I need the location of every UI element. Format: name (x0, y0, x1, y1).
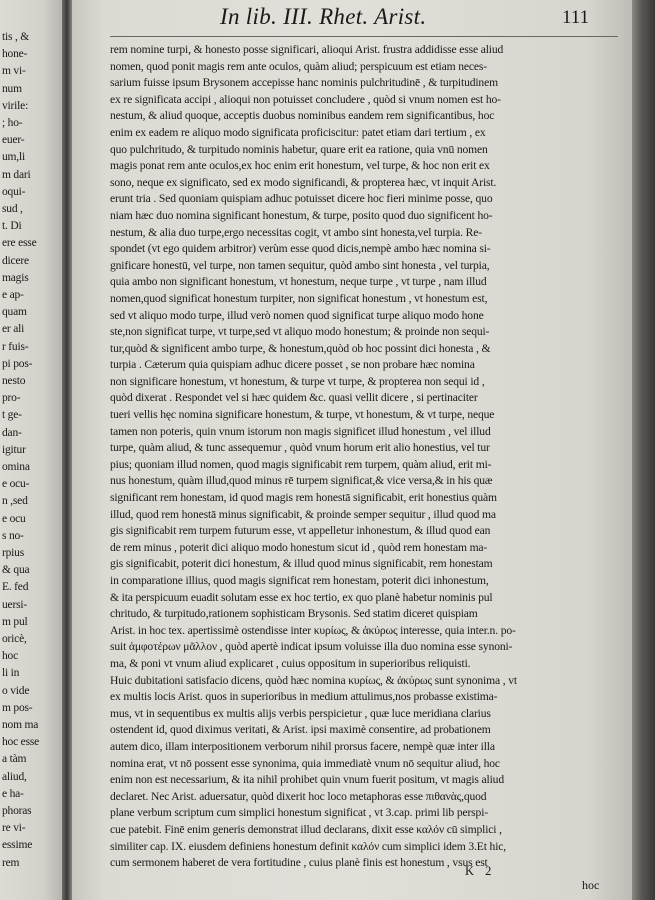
facing-page-line: e ocu (2, 512, 26, 525)
page-footer (72, 862, 632, 900)
text-line: in comparatione illius, quod magis significat rem honestam, poterit dici inhonestum, (110, 574, 489, 587)
text-line: ste,non significat turpe, vt turpe,sed vt aliquo modo honestum; & proinde non sequi- (110, 325, 490, 339)
facing-page-line: euer- (2, 134, 25, 147)
text-line: mus, vt in sequentibus ex multis alijs verbis perspicietur , quæ luce meridiana clarius (110, 706, 491, 720)
text-line: quia ambo non significant honestum, vt honestum, neque turpe , vt turpe , nam illud (110, 275, 487, 289)
text-line: gis significabit rem turpem futurum esse, vt appelletur inhonestum, & illud quod ean (110, 524, 491, 538)
facing-page-line: magis (2, 271, 29, 284)
text-line: nomen,quod significat honestum turpiter, non significat honestum , vt honestum est, (110, 291, 488, 305)
facing-page-line: quam (2, 306, 27, 319)
text-line: autem dico, illam interpositionem verborum nihil prorsus facere, nempè quæ inter illa (110, 739, 495, 753)
signature-mark: K 2 (465, 864, 496, 878)
facing-page-line: e ocu- (2, 478, 30, 491)
text-line: suit ἀμφοτέρων μᾶλλον , quòd apertè indicat ipsum voluisse illa duo nomina esse synoni- (110, 640, 513, 654)
facing-page-line: n ,sed (2, 495, 28, 508)
facing-page-line: tis , & (2, 31, 30, 43)
facing-page-line: r fuis- (2, 340, 29, 353)
facing-page-line: a tàm (2, 753, 27, 766)
text-line: niam hæc duo nomina significant honestum, & turpe, posito quod duo significent ho- (110, 208, 493, 222)
text-line: turpia . Cæterum quia quispiam adhuc dicere posset , se non probare hæc nomina (110, 358, 475, 372)
facing-page-line: omina (2, 461, 30, 473)
facing-page-line: er ali (2, 323, 25, 336)
facing-page-line: dicere (2, 254, 29, 267)
text-line: significant rem honestam, id quod magis rem honestā significabit, erit honestius quàm (110, 491, 497, 505)
facing-page-line: hoc esse (2, 736, 40, 749)
text-line: gis significabit, poterit dici honestum, & illud quod minus significabit, rem honestam (110, 557, 493, 571)
facing-page-line: m vi- (2, 65, 26, 78)
facing-page-line: aliud, (2, 770, 27, 783)
text-line: pius; quoniam illud nomen, quod magis significabit rem turpem, quàm aliud, erit mi- (110, 457, 492, 471)
facing-page-line: m pos- (2, 701, 33, 714)
text-line: quòd dixerat . Respondet vel si hæc quidem &c. quasi vellit dicere , si pertinaciter (110, 391, 478, 405)
facing-page-line: phoras (2, 805, 32, 817)
text-line: magis ponat rem ante oculos,ex hoc enim erit honestum, vel turpe, & hoc non erit ex (110, 159, 490, 173)
facing-page-line: o vide (2, 684, 30, 697)
facing-page-line: uersi- (2, 598, 27, 611)
facing-page-line: sud , (2, 203, 23, 215)
text-line: ex multis locis Arist. quos in superioribus in medium attulimus,nos probasse existima- (110, 690, 498, 704)
text-line: similiter cap. IX. eiusdem definiens honestum definit καλόν cum simplici idem 3.Et hic, (110, 839, 507, 853)
text-line: rem nomine turpi, & honesto posse significari, alioqui Arist. frustra addidisse esse aliud (110, 43, 504, 56)
book-page (72, 0, 632, 900)
text-line: tur,quòd & significent ambo turpe, & honestum,quòd ob hoc possint dici honesta , & (110, 341, 491, 355)
page-number: 111 (562, 7, 590, 28)
facing-page-line: nesto (2, 375, 26, 387)
facing-page-line: dan- (2, 426, 22, 439)
text-line: tueri vellis hęc nomina significare honestum, & turpe, vt honestum, & vt turpe, neque (110, 408, 495, 422)
text-line: gnificare honestū, vel turpe, non tamen sequitur, quòd ambo sint honesta , vel turpia, (110, 258, 490, 272)
text-line: nus honestum, quàm illud,quod minus rē turpem significat,& vice versa,& in his quæ (110, 474, 493, 488)
text-line: & ita perspicuum euadit solutam esse ex hoc tertio, ex quo planè habetur nominis pul (110, 590, 493, 604)
facing-page-line: ; ho- (2, 117, 23, 129)
facing-page-line: re vi- (2, 822, 26, 835)
facing-page-line: um,li (2, 151, 25, 164)
text-line: non significare honestum, vt honestum, & turpe vt turpe, & propterea non sequi id , (110, 374, 485, 388)
text-line: cue patebit. Finē enim generis demonstrat illud declarans, dixit esse καλόν cū simplici , (110, 822, 502, 836)
facing-page-line: hone- (2, 48, 28, 61)
facing-page-line: e ap- (2, 289, 24, 301)
facing-page-line: hoc (2, 650, 19, 663)
text-line: ostendent id, quod diximus veritati, & Arist. ipsi maximè consentire, ad probationem (110, 723, 491, 737)
text-line: turpe, quàm aliud, & tunc assequemur , quòd vnum horum erit alio honestius, vel tur (110, 441, 490, 455)
facing-page-line: li in (2, 667, 20, 680)
text-line: sono, neque ex significato, sed ex modo significandi, & propterea hæc, vt inquit Arist. (110, 175, 497, 189)
facing-page-line: m dari (2, 168, 31, 181)
text-line: nomen, quod ponit magis rem ante oculos, quàm aliud; perspicuum est etiam neces- (110, 59, 487, 73)
catchword: hoc (582, 878, 600, 892)
running-title: In lib. III. Rhet. Arist. (220, 4, 427, 29)
facing-page-line: essime (2, 839, 33, 852)
body-text (110, 42, 620, 872)
book-gutter (62, 0, 72, 900)
text-line: plane verbum scriptum cum simplici honestum significat , vt 3.cap. primi lib perspi- (110, 806, 488, 820)
text-line: quo pulchritudo, & turpitudo nominis habetur, quare erit ea ratione, quia vnū nomen (110, 142, 488, 156)
text-line: enim ex eadem re aliquo modo significata proficiscitur: patet etiam dari tertium , ex (110, 125, 486, 139)
facing-page-line: pi pos- (2, 357, 33, 370)
text-line: de rem minus , poterit dici aliquo modo honestum sicut id , quòd rem honestam ma- (110, 540, 488, 554)
facing-page-line: rem (2, 856, 20, 869)
facing-page-line: oqui- (2, 185, 26, 198)
header-rule (110, 36, 618, 37)
text-line: cum sermonem haberet de vera fortitudine , cuius planè finis est honestum , vsus est (110, 856, 488, 870)
text-line: declaret. Nec Arist. aduersatur, quòd dixerit hoc loco metaphoras esse πιθανὰς,quod (110, 789, 487, 803)
facing-page-fragment (0, 0, 62, 900)
text-line: chritudo, & turpitudo,rationem sophisticam Brysonis. Sed statim diceret quispiam (110, 607, 478, 621)
facing-page-line: virile: (2, 99, 29, 112)
text-line: illud, quod rem honestā minus significabit, & proinde semper sequitur , illud quod ma (110, 507, 496, 521)
facing-page-line: igitur (2, 443, 26, 456)
facing-page-line: rpius (2, 547, 25, 559)
facing-page-line: oricè, (2, 633, 27, 645)
page-edges (632, 0, 655, 900)
facing-page-line: e ha- (2, 787, 24, 800)
facing-page-line: & qua (2, 564, 30, 577)
text-line: erunt tria . Sed quoniam quispiam adhuc potuisset dicere hoc fieri minime posse, quo (110, 192, 493, 206)
facing-page-line: m pul (2, 615, 28, 628)
text-line: ma, & poni vt vnum aliud explicaret , cuius oppositum in superioribus reliquisti. (110, 656, 471, 670)
text-line: Huic dubitationi satisfacio dicens, quòd hæc nomina κυρίως, & ἀκύρως sunt synonima , vt (110, 673, 517, 687)
facing-page-line: ere esse (2, 237, 37, 250)
facing-page-line: t. Di (2, 220, 22, 233)
text-line: nestum, & alia duo turpe,ergo necessitas cogit, vt ambo sint honesta,vel turpia. Re- (110, 225, 482, 239)
facing-page-line: num (2, 82, 22, 95)
text-line: ex re significata accipi , alioqui non potuisset concludere , quòd si vnum nomen est ho- (110, 92, 501, 106)
facing-page-line: nom ma (2, 719, 39, 731)
text-line: Arist. in hoc tex. apertissimè ostendisse inter κυρίως, & ἀκύρως interesse, quia inter.n. po- (110, 623, 516, 637)
facing-page-line: pro- (2, 392, 21, 405)
text-line: spondet (vt ego quidem arbitror) verùm esse quod dicis,nempè ambo hæc nomina si- (110, 242, 491, 256)
facing-page-line: s no- (2, 529, 24, 542)
text-line: sarium fuisse ipsum Brysonem accepisse hanc nominis pulchritudinē , & turpitudinem (110, 76, 498, 90)
text-line: nomina erat, vt nō possent esse synonima, quia immediatè vnum nō sequitur aliud, hoc (110, 756, 500, 770)
text-line: enim non est necessarium, & ita nihil prohibet quin vnum fuerit positum, vt magis aliud (110, 773, 504, 787)
facing-page-line: E. fed (2, 581, 29, 594)
text-line: nestum, & aliud quoque, acceptis duobus nominibus eandem rem significantibus, hoc (110, 109, 495, 123)
page-header (72, 2, 632, 34)
text-line: tamen non poteris, quin vnum istorum non magis significet illud honestum , vel illud (110, 424, 491, 438)
text-line: sed vt aliquo modo turpe, illud verò nomen quod significat turpe aliquo modo hone (110, 308, 484, 322)
facing-page-line: t ge- (2, 409, 22, 422)
